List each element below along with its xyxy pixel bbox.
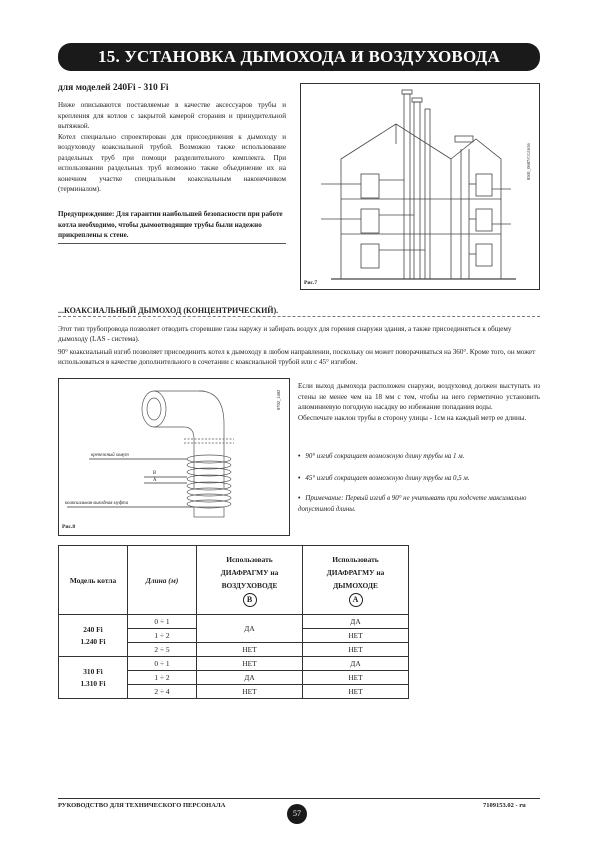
length-cell: 1 ÷ 2 bbox=[128, 671, 197, 685]
circle-b-icon: B bbox=[243, 593, 257, 607]
figure-8-frame bbox=[58, 378, 290, 536]
flue-cell: НЕТ bbox=[303, 685, 409, 699]
models-heading: для моделей 240Fi - 310 Fi bbox=[58, 83, 169, 93]
header-air-diaphragm bbox=[197, 546, 303, 615]
header-air-diaphragm-text: Использовать ДИАФРАГМУ на ВОЗДУХОВОДЕ bbox=[220, 555, 279, 590]
figure-7-code: 0501_0607/CG1656 bbox=[526, 143, 531, 180]
coupling-label: коаксиальная выходная муфта bbox=[65, 501, 129, 506]
coaxial-bend-diagram bbox=[59, 379, 291, 537]
page-number: 57 bbox=[287, 804, 307, 824]
model-cell: 310 Fi 1.310 Fi bbox=[59, 657, 128, 699]
intro-text bbox=[58, 100, 286, 195]
flange-label: крепежный хомут bbox=[91, 453, 129, 458]
outdoor-outlet-text: Если выход дымохода расположен снаружи, воздуховод должен выступать из стены не менее чем на 18 мм с тем, чтобы на него герметично установить алюминиевую погодную насадку во избежание попадания воды. Обеспечьте наклон трубы в сторону улицы - 1см на каждый метр ее длины. bbox=[298, 382, 540, 422]
model-cell: 240 Fi 1.240 Fi bbox=[59, 615, 128, 657]
figure-7-label: Рис.7 bbox=[304, 280, 318, 286]
header-length: Длина (м) bbox=[128, 546, 197, 615]
length-cell: 0 ÷ 1 bbox=[128, 615, 197, 629]
bullet-item: • 45° изгиб сокращает возможную длину трубы на 0,5 м. bbox=[298, 475, 470, 482]
air-cell: НЕТ bbox=[197, 657, 303, 671]
header-model: Модель котла bbox=[59, 546, 128, 615]
footer-manual-title: РУКОВОДСТВО ДЛЯ ТЕХНИЧЕСКОГО ПЕРСОНАЛА bbox=[58, 802, 226, 809]
length-cell: 2 ÷ 5 bbox=[128, 643, 197, 657]
flue-cell: НЕТ bbox=[303, 643, 409, 657]
b-label: B bbox=[153, 471, 157, 476]
air-cell: ДА bbox=[197, 615, 303, 643]
header-flue-diaphragm-text: Использовать ДИАФРАГМУ на ДЫМОХОДЕ bbox=[326, 555, 385, 590]
figure-7-frame bbox=[300, 83, 540, 290]
length-cell: 1 ÷ 2 bbox=[128, 629, 197, 643]
a-label: A bbox=[153, 478, 157, 483]
warning-text: Предупреждение: Для гарантии наибольшей безопасности при работе котла необходимо, чтобы дымоотводящие трубы были надежно прикреплены к стене. bbox=[58, 210, 283, 239]
diaphragm-table bbox=[58, 545, 409, 699]
coaxial-heading: ...КОАКСИАЛЬНЫЙ ДЫМОХОД (КОНЦЕНТРИЧЕСКИЙ). bbox=[58, 306, 279, 315]
coaxial-paragraph-1: Этот тип трубопровода позволяет отводить сгоревшие газы наружу и забирать воздух для горения снаружи здания, а также присоединяться к общему дымоходу (LAS - система). bbox=[58, 325, 512, 343]
flue-cell: ДА bbox=[303, 657, 409, 671]
flue-cell: ДА bbox=[303, 615, 409, 629]
bullet-item: • 90° изгиб сокращает возможную длину трубы на 1 м. bbox=[298, 453, 465, 460]
figure-8-label: Рис.8 bbox=[62, 524, 76, 530]
coaxial-divider bbox=[58, 316, 540, 317]
section-title: 15. УСТАНОВКА ДЫМОХОДА И ВОЗДУХОВОДА bbox=[58, 43, 540, 71]
building-diagram bbox=[301, 84, 541, 291]
footer-divider bbox=[58, 798, 540, 799]
flue-cell: НЕТ bbox=[303, 629, 409, 643]
length-cell: 0 ÷ 1 bbox=[128, 657, 197, 671]
coaxial-paragraph-2: 90° коаксиальный изгиб позволяет присоединить котел к дымоходу в любом направлении, поскольку он может поворачиваться на 360°. Кроме того, он может использоваться в качестве дополнительного в сочетании с коаксиальной трубой или с 45° изгибом. bbox=[58, 348, 536, 366]
intro-paragraph: Котел специально спроектирован для присоединения к дымоходу и воздуховоду коаксиальной трубой. Возможно также использование раздельных труб при помощи разделительного комплекта. При использовании раздельных труб возможно также объединение их на конечном участке специальным коаксиальным наконечником (терминалом). bbox=[58, 132, 286, 193]
length-cell: 2 ÷ 4 bbox=[128, 685, 197, 699]
figure-8-code: 0702_1402 bbox=[276, 389, 281, 410]
air-cell: ДА bbox=[197, 671, 303, 685]
bullet-item: • Примечание: Первый изгиб в 90° не учитывать при подсчете максимально допустимой длины. bbox=[298, 495, 527, 513]
header-flue-diaphragm bbox=[303, 546, 409, 615]
flue-cell: НЕТ bbox=[303, 671, 409, 685]
circle-a-icon: A bbox=[349, 593, 363, 607]
air-cell: НЕТ bbox=[197, 643, 303, 657]
warning-divider bbox=[58, 243, 286, 244]
footer-doc-code: 7109153.02 - ru bbox=[483, 802, 526, 809]
intro-paragraph: Ниже описываются поставляемые в качестве аксессуаров трубы и крепления для котлов с закрытой камерой сгорания и принудительной вытяжкой. bbox=[58, 101, 286, 130]
air-cell: НЕТ bbox=[197, 685, 303, 699]
